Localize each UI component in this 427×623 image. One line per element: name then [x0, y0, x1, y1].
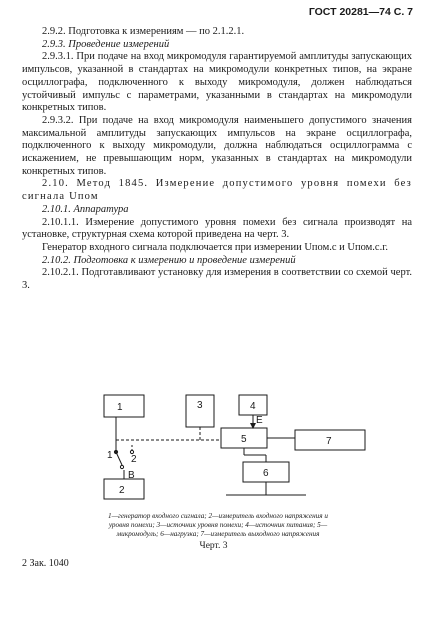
section-heading: 2.10.2. Подготовка к измерению и проведение измерений: [42, 254, 296, 266]
block-4-label: 4: [250, 401, 256, 412]
method-heading: 2.10. Метод 1845. Измерение допустимого уровня помехи без сигнала Uпом: [22, 178, 412, 203]
section-heading: 2.10.1. Аппаратура: [42, 203, 129, 215]
block-6-label: 6: [263, 468, 269, 479]
paragraph: 2.9.3.1. При подаче на вход микромодуля гарантируемой амплитуды запускающих импульсов, указанной в стандартах на микромодули конкретных типов, на экране осциллографа, подключенного к выходу микромодуля, должен наблюдаться устойчивый импульс с параметрами, указанными в стандартах на микромодули конкретных типов.: [22, 51, 412, 114]
switch-label-b: В: [128, 470, 135, 481]
block-3-label: 3: [197, 400, 203, 411]
switch-label-1: 1: [107, 450, 113, 461]
page-header: ГОСТ 20281—74 С. 7: [308, 6, 413, 18]
block-2-label: 2: [119, 485, 125, 496]
switch-label-2: 2: [131, 454, 137, 465]
block-5-label: 5: [241, 434, 247, 445]
figure-caption: 1—генератор входного сигнала; 2—измеритель входного напряжения и уровня помехи; 3—источник уровня помехи; 4—источник питания; 5—микромодуль; 6—нагрузка; 7—измеритель выходного напряжения: [108, 512, 328, 538]
section-heading: 2.9.3. Проведение измерений: [42, 38, 170, 50]
paragraph: 2.9.2. Подготовка к измерениям — по 2.1.2.1.: [42, 26, 245, 37]
block-7-label: 7: [326, 436, 332, 447]
block-1: [104, 395, 144, 417]
block-1-label: 1: [117, 402, 123, 413]
paragraph: Генератор входного сигнала подключается при измерении Uпом.с и Uпом.с.г.: [42, 241, 388, 253]
paragraph: 2.9.3.2. При подаче на вход микромодуля наименьшего допустимого значения максимальной амплитуды запускающих импульсов на экране осциллографа, подключенного к выходу микромодули, должна наблюдаться осциллограмма с искажением, не превышающим норм, указанных в стандартах на микромодули конкретных типов.: [22, 114, 412, 177]
page-footer: 2 Зак. 1040: [22, 558, 69, 569]
figure-label: Черт. 3: [199, 541, 228, 551]
arrow-label-e: Е: [256, 415, 263, 426]
paragraph: 2.10.1.1. Измерение допустимого уровня помехи без сигнала производят на установке, структурная схема которой приведена на черт. 3.: [22, 216, 412, 241]
paragraph: 2.10.2.1. Подготавливают установку для измерения в соответствии со схемой черт. 3.: [22, 267, 412, 292]
